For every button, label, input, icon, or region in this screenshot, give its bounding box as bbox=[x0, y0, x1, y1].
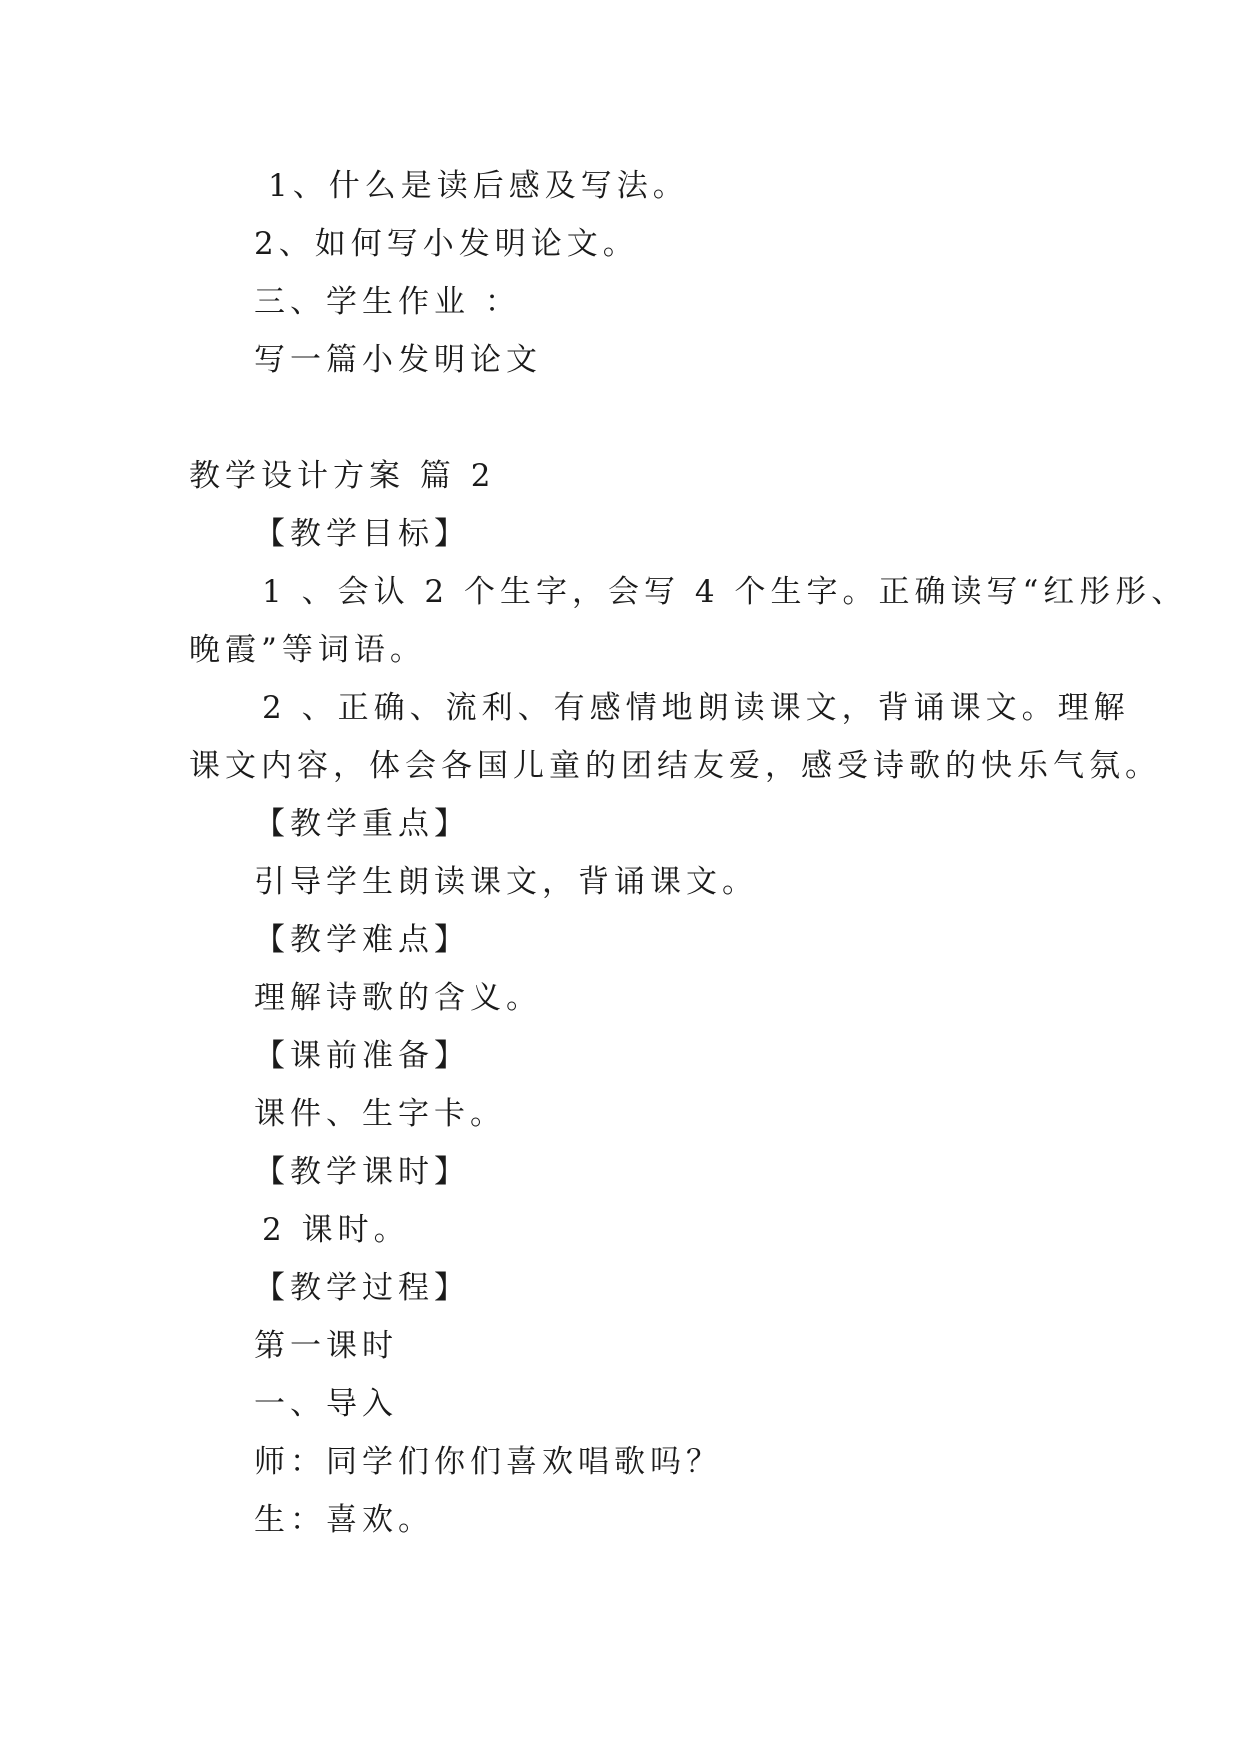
section-heading-student-homework: 三、学生作业 ： bbox=[254, 284, 521, 320]
list-item-reading-reflection: 1、什么是读后感及写法。 bbox=[268, 168, 689, 204]
heading-teaching-focus: 【教学重点】 bbox=[254, 806, 470, 842]
heading-teaching-difficulty: 【教学难点】 bbox=[254, 922, 470, 958]
page-title-design-plan-2: 教学设计方案 篇 2 bbox=[189, 458, 496, 494]
heading-teaching-goals: 【教学目标】 bbox=[254, 516, 470, 552]
first-lesson-label: 第一课时 bbox=[254, 1328, 398, 1364]
heading-preparation: 【课前准备】 bbox=[254, 1038, 470, 1074]
class-hours-text: 2 课时。 bbox=[262, 1212, 410, 1248]
heading-teaching-process: 【教学过程】 bbox=[254, 1270, 470, 1306]
dialogue-teacher: 师：同学们你们喜欢唱歌吗？ bbox=[254, 1444, 722, 1480]
teaching-focus-text: 引导学生朗读课文，背诵课文。 bbox=[254, 864, 758, 900]
goal-2-line-1: 2 、正确、流利、有感情地朗读课文，背诵课文。理解 bbox=[262, 690, 1130, 726]
goal-1-line-2: 晚霞”等词语。 bbox=[189, 632, 426, 668]
teaching-difficulty-text: 理解诗歌的含义。 bbox=[254, 980, 542, 1016]
dialogue-student: 生：喜欢。 bbox=[254, 1502, 434, 1538]
section-introduction: 一、导入 bbox=[254, 1386, 398, 1422]
goal-1-line-1: 1 、会认 2 个生字，会写 4 个生字。正确读写“红彤彤、 bbox=[262, 574, 1188, 610]
heading-class-hours: 【教学课时】 bbox=[254, 1154, 470, 1190]
homework-text: 写一篇小发明论文 bbox=[254, 342, 542, 378]
preparation-text: 课件、生字卡。 bbox=[254, 1096, 506, 1132]
list-item-invention-paper: 2、如何写小发明论文。 bbox=[254, 226, 639, 262]
goal-2-line-2: 课文内容，体会各国儿童的团结友爱，感受诗歌的快乐气氛。 bbox=[189, 748, 1161, 784]
